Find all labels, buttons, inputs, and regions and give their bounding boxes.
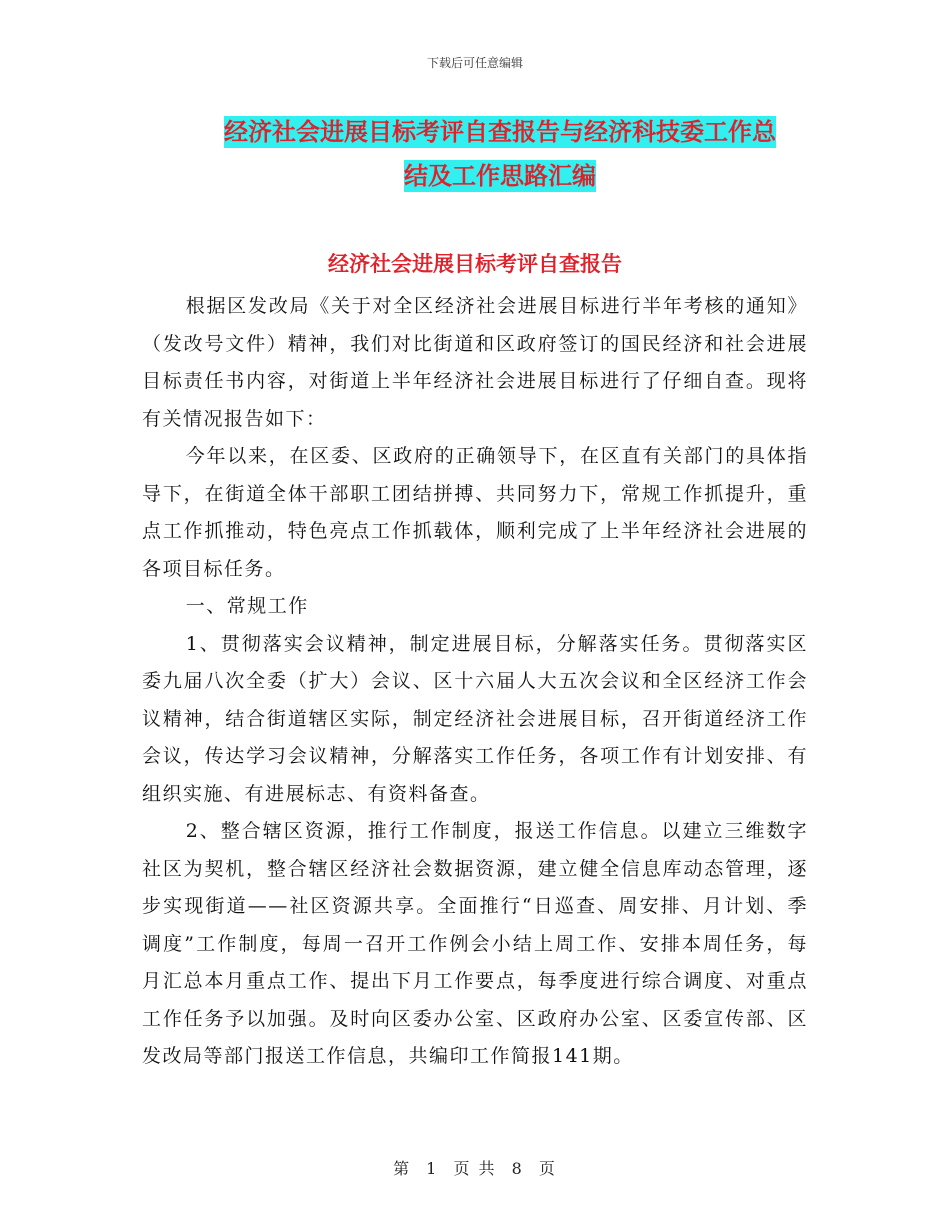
document-title-line-2: 结及工作思路汇编 [404,162,596,190]
document-title-line-1: 经济社会进展目标考评自查报告与经济科技委工作总 [224,118,776,146]
page-total: 8 [511,1159,524,1178]
section-title: 经济社会进展目标考评自查报告 [328,252,622,276]
page-number: 1 [426,1159,439,1178]
document-body [142,288,808,1076]
paragraph: 2、整合辖区资源，推行工作制度，报送工作信息。以建立三维数字社区为契机，整合辖区经济社会数据资源，建立健全信息库动态管理，逐步实现街道——社区资源共享。全面推行“日巡查、周安排、月计划、季调度”工作制度，每周一召开工作例会小结上周工作、安排本周任务，每月汇总本月重点工作、提出下月工作要点，每季度进行综合调度、对重点工作任务予以加强。及时向区委办公室、区政府办公室、区委宣传部、区发改局等部门报送工作信息，共编印工作简报141期。 [142,820,808,1067]
paragraph-heading: 一、常规工作 [185,595,309,617]
footer-suffix: 页 [538,1159,557,1178]
footer-prefix: 第 [393,1159,412,1178]
paragraph: 今年以来，在区委、区政府的正确领导下，在区直有关部门的具体指导下，在街道全体干部职工团结拼搏、共同努力下，常规工作抓提升，重点工作抓推动，特色亮点工作抓载体，顺利完成了上半年经济社会进展的各项目标任务。 [142,445,808,580]
document-title [190,110,810,198]
footer-middle: 页 共 [453,1159,497,1178]
paragraph: 根据区发改局《关于对全区经济社会进展目标进行半年考核的通知》（发改号文件）精神，我们对比街道和区政府签订的国民经济和社会进展目标责任书内容，对街道上半年经济社会进展目标进行了仔细自查。现将有关情况报告如下： [142,295,808,430]
page-footer [0,1156,950,1179]
header-note: 下载后可任意编辑 [426,56,523,70]
paragraph: 1、贯彻落实会议精神，制定进展目标，分解落实任务。贯彻落实区委九届八次全委（扩大）会议、区十六届人大五次会议和全区经济工作会议精神，结合街道辖区实际，制定经济社会进展目标，召开街道经济工作会议，传达学习会议精神，分解落实工作任务，各项工作有计划安排、有组织实施、有进展标志、有资料备查。 [142,632,808,805]
